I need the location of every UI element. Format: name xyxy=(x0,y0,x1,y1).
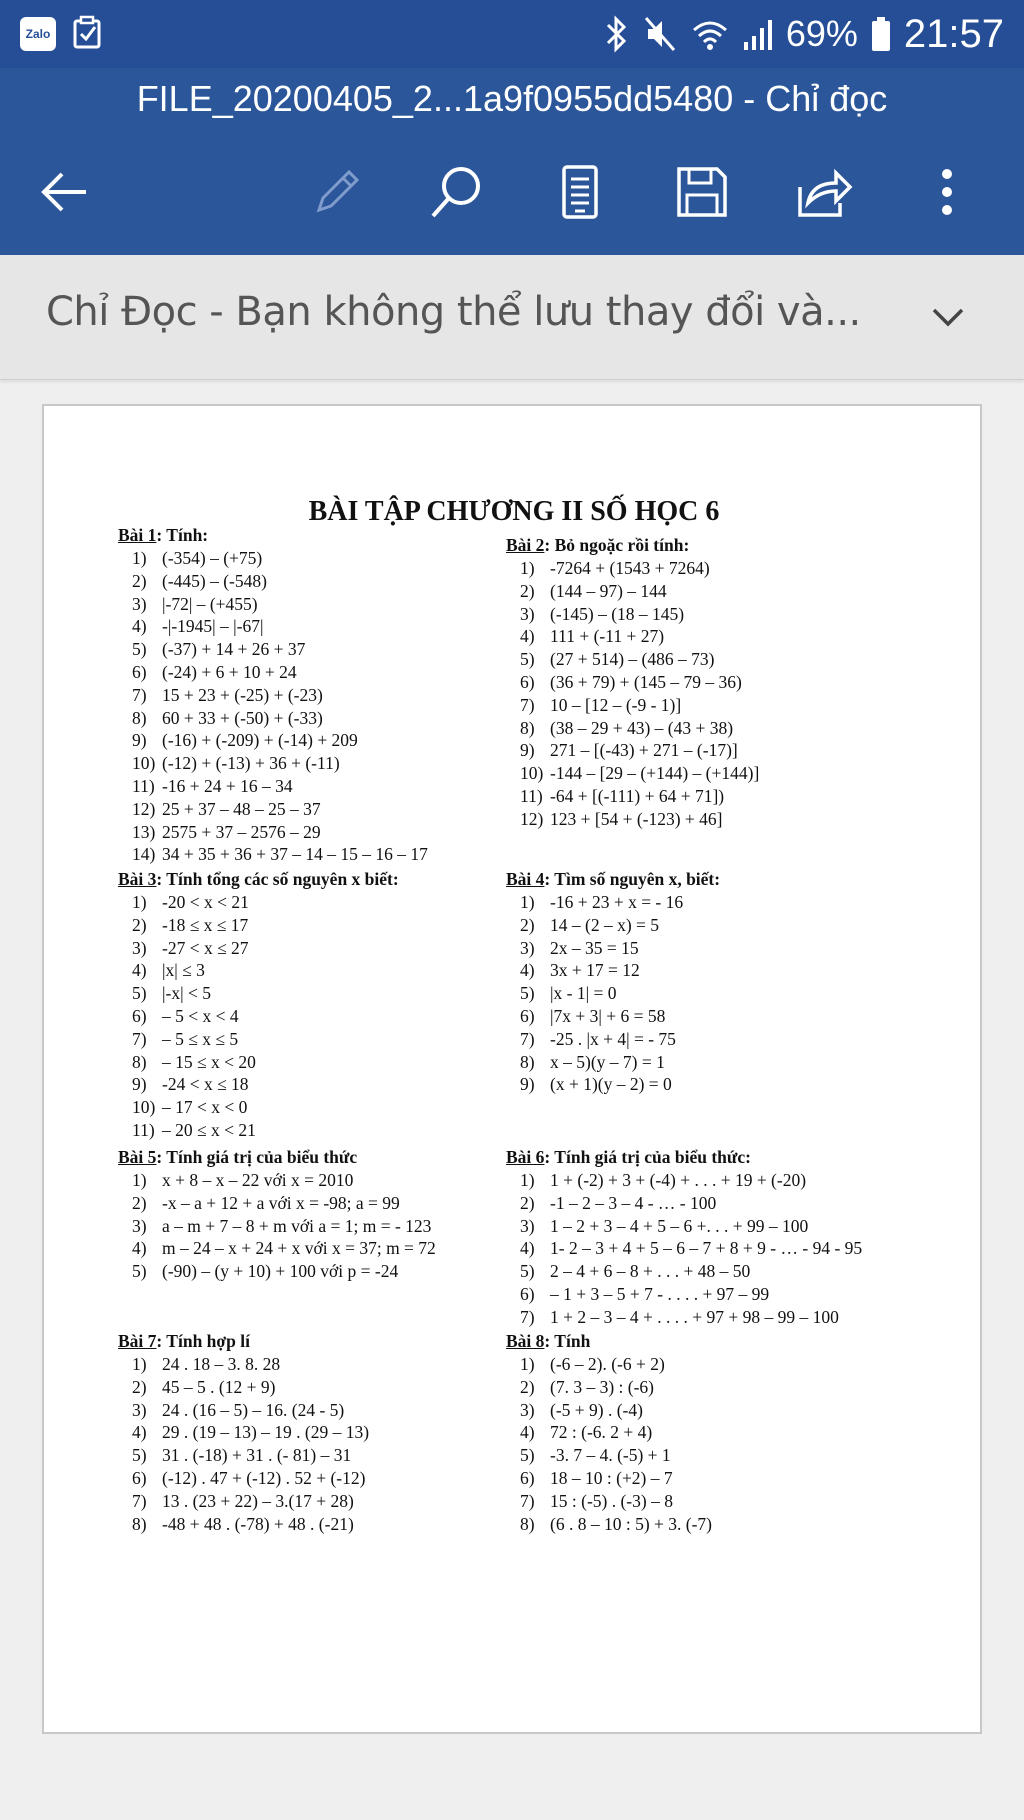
exercise-item xyxy=(118,891,399,914)
save-icon xyxy=(673,163,731,221)
exercise-heading-text: : Tính xyxy=(544,1331,591,1351)
exercise-item xyxy=(506,603,759,626)
exercise-label: Bài 1 xyxy=(118,525,157,545)
item-expression: 2 – 4 + 6 – 8 + . . . + 48 – 50 xyxy=(550,1261,751,1282)
item-number: 2) xyxy=(132,1376,147,1397)
item-number: 9) xyxy=(132,1074,147,1095)
item-expression: 60 + 33 + (-50) + (-33) xyxy=(162,707,323,728)
item-expression: 3x + 17 = 12 xyxy=(550,960,640,981)
exercise-item xyxy=(118,593,428,616)
item-expression: -144 – [29 – (+144) – (+144)] xyxy=(550,763,760,784)
item-expression: – 15 ≤ x < 20 xyxy=(162,1051,256,1072)
item-expression: |x| ≤ 3 xyxy=(162,960,205,981)
exercise-label: Bài 2 xyxy=(506,535,545,555)
item-number: 3) xyxy=(520,603,535,624)
exercise-item xyxy=(118,1376,369,1399)
exercise-heading xyxy=(506,534,759,557)
item-expression: 72 : (-6. 2 + 4) xyxy=(550,1422,653,1443)
app-toolbar xyxy=(0,130,1024,255)
exercise-item xyxy=(118,982,399,1005)
item-number: 8) xyxy=(132,707,147,728)
chevron-down-icon[interactable] xyxy=(930,305,966,329)
exercise-item xyxy=(506,1444,712,1467)
item-expression: 111 + (-11 + 27) xyxy=(550,626,665,647)
exercise-item xyxy=(118,1169,436,1192)
item-number: 3) xyxy=(132,1215,147,1236)
item-number: 2) xyxy=(132,914,147,935)
item-expression: -7264 + (1543 + 7264) xyxy=(550,558,710,578)
exercise-item xyxy=(118,1051,399,1074)
item-number: 11) xyxy=(132,775,155,796)
item-expression: 34 + 35 + 36 + 37 – 14 – 15 – 16 – 17 xyxy=(162,844,428,865)
exercise-item xyxy=(118,1119,399,1142)
item-number: 12) xyxy=(520,808,544,829)
exercise-item xyxy=(118,1444,369,1467)
item-number: 4) xyxy=(132,616,147,637)
item-expression: (-145) – (18 – 145) xyxy=(550,603,685,624)
exercise-item xyxy=(506,959,720,982)
item-number: 5) xyxy=(520,1445,535,1466)
exercise-7 xyxy=(118,1330,369,1535)
item-expression: |-72| – (+455) xyxy=(162,593,258,614)
exercise-item xyxy=(118,547,428,570)
exercise-item xyxy=(506,1513,712,1536)
item-number: 3) xyxy=(132,937,147,958)
item-number: 4) xyxy=(132,1238,147,1259)
item-expression: (-445) – (-548) xyxy=(162,570,267,591)
item-expression: – 17 < x < 0 xyxy=(162,1097,248,1118)
exercise-item xyxy=(506,1192,862,1215)
item-number: 7) xyxy=(520,1306,535,1327)
item-number: 1) xyxy=(520,892,535,912)
item-expression: (-12) + (-13) + 36 + (-11) xyxy=(162,753,340,774)
item-number: 4) xyxy=(520,626,535,647)
exercise-heading xyxy=(118,1330,369,1353)
item-expression: 45 – 5 . (12 + 9) xyxy=(162,1376,276,1397)
exercise-heading xyxy=(506,1330,712,1353)
exercise-item xyxy=(506,937,720,960)
item-number: 4) xyxy=(132,1422,147,1443)
item-expression: (-37) + 14 + 26 + 37 xyxy=(162,639,306,660)
item-number: 7) xyxy=(520,694,535,715)
exercise-item xyxy=(118,1073,399,1096)
item-number: 8) xyxy=(132,1513,147,1534)
item-number: 8) xyxy=(520,1513,535,1534)
item-expression: |-x| < 5 xyxy=(162,983,211,1004)
readonly-banner-text: Chỉ Đọc - Bạn không thể lưu thay đổi và... xyxy=(46,289,861,335)
item-expression: -3. 7 – 4. (-5) + 1 xyxy=(550,1445,671,1466)
exercise-item xyxy=(506,625,759,648)
battery-percent: 69% xyxy=(785,13,858,54)
exercise-item xyxy=(506,648,759,671)
item-number: 3) xyxy=(520,937,535,958)
exercise-item xyxy=(506,694,759,717)
item-expression: x + 8 – x – 22 với x = 2010 xyxy=(162,1170,354,1190)
item-expression: 18 – 10 : (+2) – 7 xyxy=(550,1467,673,1488)
item-expression: 29 . (19 – 13) – 19 . (29 – 13) xyxy=(162,1422,370,1443)
exercise-item xyxy=(506,671,759,694)
exercise-item xyxy=(506,914,720,937)
more-vertical-icon xyxy=(937,164,957,220)
search-icon xyxy=(427,162,487,222)
item-number: 7) xyxy=(520,1028,535,1049)
readonly-banner[interactable] xyxy=(0,255,1024,380)
item-number: 6) xyxy=(520,1467,535,1488)
document-title: FILE_20200405_2...1a9f0955dd5480 - Chỉ đọc xyxy=(0,68,1024,130)
exercise-heading-text: : Bỏ ngoặc rồi tính: xyxy=(544,535,690,555)
edit-button[interactable] xyxy=(305,160,369,224)
item-number: 3) xyxy=(520,1215,535,1236)
item-number: 4) xyxy=(520,960,535,981)
item-number: 5) xyxy=(132,1261,147,1282)
item-expression: (36 + 79) + (145 – 79 – 36) xyxy=(550,671,742,692)
exercise-label: Bài 6 xyxy=(506,1147,545,1167)
item-number: 1) xyxy=(520,558,535,578)
item-number: 9) xyxy=(520,740,535,761)
exercise-item xyxy=(506,1237,862,1260)
item-number: 1) xyxy=(520,1170,535,1190)
item-expression: (144 – 97) – 144 xyxy=(550,580,667,601)
exercise-heading xyxy=(118,868,399,891)
exercise-item xyxy=(118,1192,436,1215)
checkbox-notification-icon xyxy=(72,15,104,51)
exercise-item xyxy=(118,615,428,638)
exercise-4 xyxy=(506,868,720,1096)
item-number: 2) xyxy=(132,570,147,591)
exercise-heading-text: : Tính hợp lí xyxy=(156,1331,250,1351)
item-number: 6) xyxy=(520,1283,535,1304)
item-number: 2) xyxy=(520,1192,535,1213)
item-number: 1) xyxy=(132,1354,147,1374)
item-number: 2) xyxy=(132,1192,147,1213)
exercise-item xyxy=(506,1051,720,1074)
item-expression: (-6 – 2). (-6 + 2) xyxy=(550,1354,665,1374)
item-expression: (6 . 8 – 10 : 5) + 3. (-7) xyxy=(550,1513,712,1534)
item-number: 6) xyxy=(132,661,147,682)
exercise-label: Bài 7 xyxy=(118,1331,157,1351)
document-content xyxy=(44,406,984,1736)
exercise-item xyxy=(506,808,759,831)
exercise-item xyxy=(118,570,428,593)
item-expression: 271 – [(-43) + 271 – (-17)] xyxy=(550,740,738,761)
item-expression: 10 – [12 – (-9 - 1)] xyxy=(550,694,682,715)
exercise-item xyxy=(506,785,759,808)
item-expression: -20 < x < 21 xyxy=(162,892,249,912)
item-expression: x – 5)(y – 7) = 1 xyxy=(550,1051,665,1072)
item-expression: (x + 1)(y – 2) = 0 xyxy=(550,1074,672,1095)
exercise-item xyxy=(506,739,759,762)
item-number: 5) xyxy=(132,983,147,1004)
exercise-2 xyxy=(506,534,759,831)
exercise-3 xyxy=(118,868,399,1142)
exercise-item xyxy=(506,1490,712,1513)
item-expression: 31 . (-18) + 31 . (- 81) – 31 xyxy=(162,1445,352,1466)
exercise-item xyxy=(118,1467,369,1490)
exercise-item xyxy=(118,752,428,775)
item-expression: -1 – 2 – 3 – 4 - … - 100 xyxy=(550,1192,717,1213)
exercise-item xyxy=(506,1260,862,1283)
item-expression: 24 . 18 – 3. 8. 28 xyxy=(162,1354,281,1374)
search-button[interactable] xyxy=(425,160,489,224)
exercise-item xyxy=(506,1306,862,1329)
exercise-heading xyxy=(118,524,428,547)
item-expression: (-354) – (+75) xyxy=(162,548,263,568)
item-number: 11) xyxy=(132,1119,155,1140)
exercise-item xyxy=(118,1260,436,1283)
item-number: 8) xyxy=(132,1051,147,1072)
item-expression: 24 . (16 – 5) – 16. (24 - 5) xyxy=(162,1399,345,1420)
exercise-item xyxy=(506,1421,712,1444)
item-number: 6) xyxy=(132,1467,147,1488)
exercise-item xyxy=(118,821,428,844)
exercise-label: Bài 8 xyxy=(506,1331,545,1351)
item-number: 1) xyxy=(132,1170,147,1190)
item-number: 7) xyxy=(132,684,147,705)
item-expression: -16 + 24 + 16 – 34 xyxy=(162,775,293,796)
item-expression: 1 + (-2) + 3 + (-4) + . . . + 19 + (-20) xyxy=(550,1170,807,1190)
exercise-item xyxy=(118,1096,399,1119)
exercise-item xyxy=(506,1169,862,1192)
item-number: 8) xyxy=(520,1051,535,1072)
exercise-item xyxy=(506,1353,712,1376)
reading-view-button[interactable] xyxy=(548,160,612,224)
exercise-item xyxy=(506,1028,720,1051)
exercise-heading xyxy=(506,1146,862,1169)
item-expression: -48 + 48 . (-78) + 48 . (-21) xyxy=(162,1513,354,1534)
wifi-icon xyxy=(690,14,730,54)
item-expression: 123 + [54 + (-123) + 46] xyxy=(550,808,723,829)
item-number: 1) xyxy=(520,1354,535,1374)
item-number: 7) xyxy=(520,1490,535,1511)
item-expression: m – 24 – x + 24 + x với x = 37; m = 72 xyxy=(162,1238,436,1259)
item-expression: (7. 3 – 3) : (-6) xyxy=(550,1376,655,1397)
exercise-heading-text: : Tính: xyxy=(156,525,209,545)
item-expression: (-90) – (y + 10) + 100 với p = -24 xyxy=(162,1261,399,1282)
doc-title: BÀI TẬP CHƯƠNG II SỐ HỌC 6 xyxy=(308,496,720,527)
signal-icon xyxy=(742,14,774,54)
battery-icon xyxy=(870,14,892,54)
exercise-heading-text: : Tìm số nguyên x, biết: xyxy=(544,869,721,889)
bluetooth-icon xyxy=(604,14,630,54)
exercise-item xyxy=(118,1005,399,1028)
item-number: 10) xyxy=(520,763,544,784)
item-expression: – 20 ≤ x < 21 xyxy=(162,1119,256,1140)
exercise-heading-text: : Tính giá trị của biểu thức xyxy=(156,1147,358,1167)
item-number: 9) xyxy=(520,1074,535,1095)
exercise-item xyxy=(506,1073,720,1096)
item-number: 3) xyxy=(520,1399,535,1420)
share-button[interactable] xyxy=(792,160,856,224)
item-number: 2) xyxy=(520,914,535,935)
mute-icon xyxy=(642,14,678,54)
edit-pencil-icon xyxy=(309,164,365,220)
exercise-item xyxy=(118,1237,436,1260)
exercise-item xyxy=(506,1283,862,1306)
exercise-item xyxy=(506,557,759,580)
item-expression: |x - 1| = 0 xyxy=(550,983,617,1004)
item-number: 10) xyxy=(132,1097,156,1118)
document-page[interactable] xyxy=(42,404,982,1734)
item-number: 13) xyxy=(132,821,156,842)
exercise-5 xyxy=(118,1146,436,1283)
exercise-item xyxy=(118,775,428,798)
exercise-item xyxy=(118,684,428,707)
item-number: 10) xyxy=(132,753,156,774)
item-expression: 13 . (23 + 22) – 3.(17 + 28) xyxy=(162,1490,354,1511)
item-expression: -18 ≤ x ≤ 17 xyxy=(162,914,249,935)
item-number: 6) xyxy=(520,1005,535,1026)
item-expression: 14 – (2 – x) = 5 xyxy=(550,914,660,935)
item-number: 7) xyxy=(132,1028,147,1049)
exercise-item xyxy=(506,1376,712,1399)
exercise-label: Bài 3 xyxy=(118,869,157,889)
exercise-heading xyxy=(506,868,720,891)
exercise-6 xyxy=(506,1146,862,1329)
exercise-item xyxy=(506,1399,712,1422)
item-number: 7) xyxy=(132,1490,147,1511)
item-number: 5) xyxy=(520,983,535,1004)
item-number: 9) xyxy=(132,730,147,751)
item-expression: – 5 ≤ x ≤ 5 xyxy=(162,1028,239,1049)
item-expression: – 5 < x < 4 xyxy=(162,1005,239,1026)
back-arrow-icon xyxy=(36,164,92,220)
item-expression: 25 + 37 – 48 – 25 – 37 xyxy=(162,798,321,819)
item-expression: 2575 + 37 – 2576 – 29 xyxy=(162,821,321,842)
item-expression: – 1 + 3 – 5 + 7 - . . . . + 97 – 99 xyxy=(550,1283,770,1304)
item-number: 5) xyxy=(520,1261,535,1282)
exercise-item xyxy=(506,717,759,740)
exercise-item xyxy=(118,1513,369,1536)
item-number: 6) xyxy=(132,1005,147,1026)
item-expression: -24 < x ≤ 18 xyxy=(162,1074,249,1095)
item-number: 4) xyxy=(520,1238,535,1259)
back-button[interactable] xyxy=(32,160,96,224)
exercise-item xyxy=(118,1490,369,1513)
exercise-label: Bài 4 xyxy=(506,869,545,889)
item-expression: (-5 + 9) . (-4) xyxy=(550,1399,643,1420)
item-number: 2) xyxy=(520,1376,535,1397)
item-expression: (-16) + (-209) + (-14) + 209 xyxy=(162,730,358,751)
item-number: 4) xyxy=(520,1422,535,1443)
exercise-item xyxy=(118,729,428,752)
save-button[interactable] xyxy=(670,160,734,224)
exercise-item xyxy=(506,580,759,603)
exercise-1 xyxy=(118,524,428,866)
item-number: 11) xyxy=(520,785,543,806)
exercise-item xyxy=(118,798,428,821)
item-number: 1) xyxy=(132,548,147,568)
item-number: 8) xyxy=(520,717,535,738)
item-expression: 1 – 2 + 3 – 4 + 5 – 6 +. . . + 99 – 100 xyxy=(550,1215,809,1236)
exercise-8 xyxy=(506,1330,712,1535)
exercise-item xyxy=(118,707,428,730)
item-number: 2) xyxy=(520,580,535,601)
item-expression: -x – a + 12 + a với x = -98; a = 99 xyxy=(162,1192,400,1213)
exercise-item xyxy=(506,891,720,914)
item-number: 6) xyxy=(520,671,535,692)
item-expression: -27 < x ≤ 27 xyxy=(162,937,249,958)
item-expression: 1- 2 – 3 + 4 + 5 – 6 – 7 + 8 + 9 - … - 94 - 95 xyxy=(550,1238,863,1259)
item-expression: (-12) . 47 + (-12) . 52 + (-12) xyxy=(162,1467,366,1488)
exercise-item xyxy=(506,762,759,785)
item-expression: a – m + 7 – 8 + m với a = 1; m = - 123 xyxy=(162,1215,432,1236)
exercise-item xyxy=(506,1467,712,1490)
item-expression: (27 + 514) – (486 – 73) xyxy=(550,649,715,670)
exercise-item xyxy=(118,1028,399,1051)
item-expression: 15 + 23 + (-25) + (-23) xyxy=(162,684,323,705)
reading-view-icon xyxy=(555,163,605,221)
item-expression: -64 + [(-111) + 64 + 71]) xyxy=(550,785,725,806)
exercise-item xyxy=(118,1421,369,1444)
exercise-heading-text: : Tính tổng các số nguyên x biết: xyxy=(156,869,399,889)
zalo-app-icon: Zalo xyxy=(20,17,56,51)
item-number: 5) xyxy=(132,1445,147,1466)
exercise-heading-text: : Tính giá trị của biểu thức: xyxy=(544,1147,752,1167)
share-icon xyxy=(794,163,854,221)
item-expression: 15 : (-5) . (-3) – 8 xyxy=(550,1490,673,1511)
exercise-item xyxy=(118,1215,436,1238)
item-number: 1) xyxy=(132,892,147,912)
item-expression: |7x + 3| + 6 = 58 xyxy=(550,1005,666,1026)
item-number: 14) xyxy=(132,844,156,865)
exercise-item xyxy=(506,1215,862,1238)
item-expression: -|-1945| – |-67| xyxy=(162,616,264,637)
exercise-item xyxy=(118,661,428,684)
item-number: 12) xyxy=(132,798,156,819)
item-expression: 2x – 35 = 15 xyxy=(550,937,639,958)
clock: 21:57 xyxy=(903,11,1004,56)
item-expression: -16 + 23 + x = - 16 xyxy=(550,892,684,912)
item-number: 3) xyxy=(132,593,147,614)
item-number: 5) xyxy=(132,639,147,660)
exercise-heading xyxy=(118,1146,436,1169)
exercise-label: Bài 5 xyxy=(118,1147,157,1167)
item-expression: (38 – 29 + 43) – (43 + 38) xyxy=(550,717,734,738)
item-expression: 1 + 2 – 3 – 4 + . . . . + 97 + 98 – 99 – 100 xyxy=(550,1306,839,1327)
exercise-item xyxy=(118,1399,369,1422)
item-expression: (-24) + 6 + 10 + 24 xyxy=(162,661,297,682)
exercise-item xyxy=(118,638,428,661)
exercise-item xyxy=(118,914,399,937)
more-options-button[interactable] xyxy=(915,160,979,224)
exercise-item xyxy=(506,1005,720,1028)
exercise-item xyxy=(118,937,399,960)
item-expression: -25 . |x + 4| = - 75 xyxy=(550,1028,676,1049)
item-number: 3) xyxy=(132,1399,147,1420)
exercise-item xyxy=(118,959,399,982)
status-bar xyxy=(0,0,1024,68)
exercise-item xyxy=(506,982,720,1005)
exercise-item xyxy=(118,843,428,866)
item-number: 4) xyxy=(132,960,147,981)
exercise-item xyxy=(118,1353,369,1376)
item-number: 5) xyxy=(520,649,535,670)
